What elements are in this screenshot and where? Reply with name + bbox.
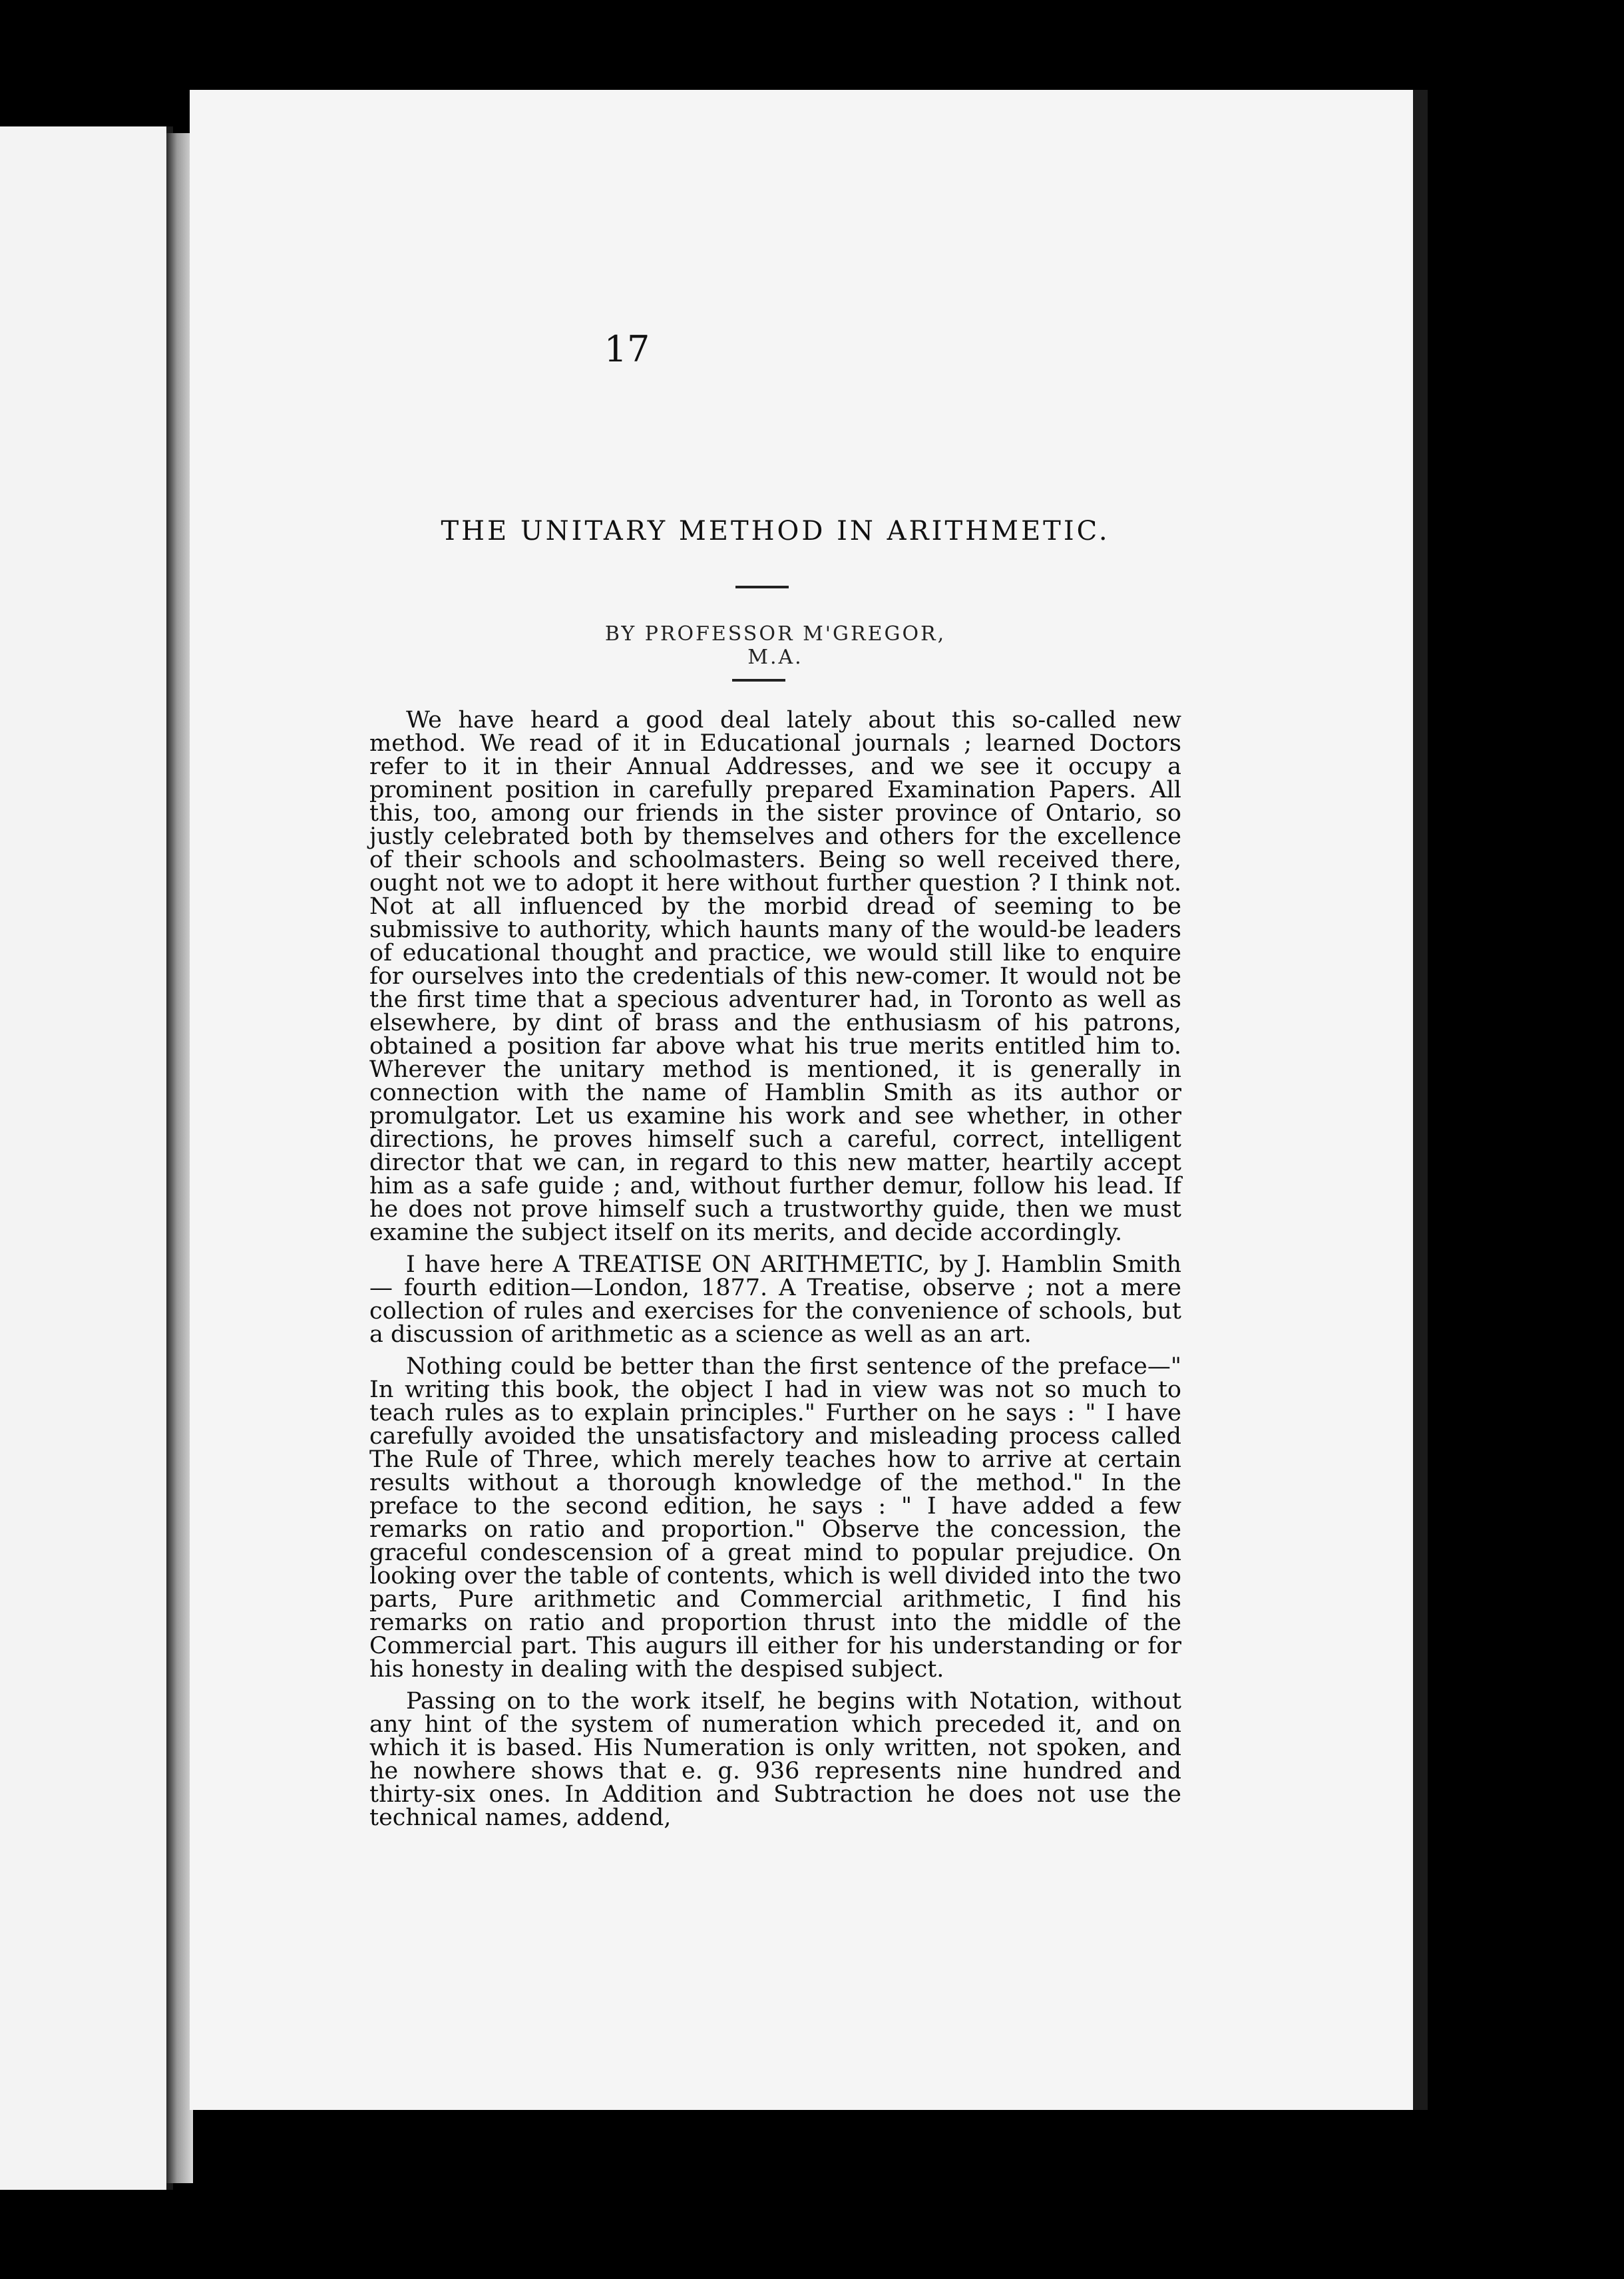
book-gutter — [166, 133, 193, 2183]
paragraph: I have here A TREATISE ON ARITHMETIC, by J. Hamblin Smith— fourth edition—London, 1877. A Treatise, observe ; not a mere collection of rules and exercises for the convenience of schools, but a discussion of arithmetic as a science as well as an art. — [369, 1251, 1181, 1348]
book-page — [190, 90, 1428, 2110]
article-title: THE UNITARY METHOD IN ARITHMETIC. — [441, 516, 1110, 546]
paragraph: Passing on to the work itself, he begins with Notation, without any hint of the system of numeration which preceded it, and on which it is based. His Numeration is only written, not spoken, and he nowhere shows that e. g. 936 represents nine hundred and thirty-six ones. In Addition and Subtraction he does not use the technical names, addend, — [369, 1688, 1181, 1831]
article-body — [369, 709, 1181, 1838]
article-byline: BY PROFESSOR M'GREGOR, M.A. — [604, 622, 946, 669]
byline-divider — [732, 679, 785, 682]
title-divider — [735, 586, 789, 588]
scan-border — [1428, 80, 1624, 2279]
paragraph: We have heard a good deal lately about this so-called new method. We read of it in Educational journals ; learned Doctors refer to it in their Annual Addresses, and we see it occupy a prominent position in carefully prepared Examination Papers. All this, too, among our friends in the sister province of Ontario, so justly celebrated both by themselves and others for the excellence of their schools and schoolmasters. Being so well received there, ought not we to adopt it here without further question ? I think not. Not at all influenced by the morbid dread of seeming to be submissive to authority, which haunts many of the would-be leaders of educational thought and practice, we would still like to enquire for ourselves into the credentials of this new-comer. It would not be the first time that a specious adventurer had, in Toronto as well as elsewhere, by dint of brass and the enthusiasm of his patrons, obtained a position far above what his true merits entitled him to. Wherever the unitary method is mentioned, it is generally in connection with the name of Hamblin Smith as its author or promulgator. Let us examine his work and see whether, in other directions, he proves himself such a careful, correct, intelligent director that we can, in regard to this new matter, heartily accept him as a safe guide ; and, without further demur, follow his lead. If he does not prove himself such a trustworthy guide, then we must examine the subject itself on its merits, and decide accordingly. — [369, 707, 1181, 1246]
paragraph: Nothing could be better than the first sentence of the preface—" In writing this book, the object I had in view was not so much to teach rules as to explain principles." Further on he says : " I have carefully avoided the unsatisfactory and misleading process called The Rule of Three, which merely teaches how to arrive at certain results without a thorough knowledge of the method." In the preface to the second edition, he says : " I have added a few remarks on ratio and proportion." Observe the concession, the graceful condescension of a great mind to popular prejudice. On looking over the table of contents, which is well divided into the two parts, Pure arithmetic and Commercial arithmetic, I find his remarks on ratio and proportion thrust into the middle of the Commercial part. This augurs ill either for his understanding or for his honesty in dealing with the despised subject. — [369, 1353, 1181, 1683]
facing-page-edge — [0, 126, 173, 2190]
page-number: 17 — [604, 328, 650, 370]
